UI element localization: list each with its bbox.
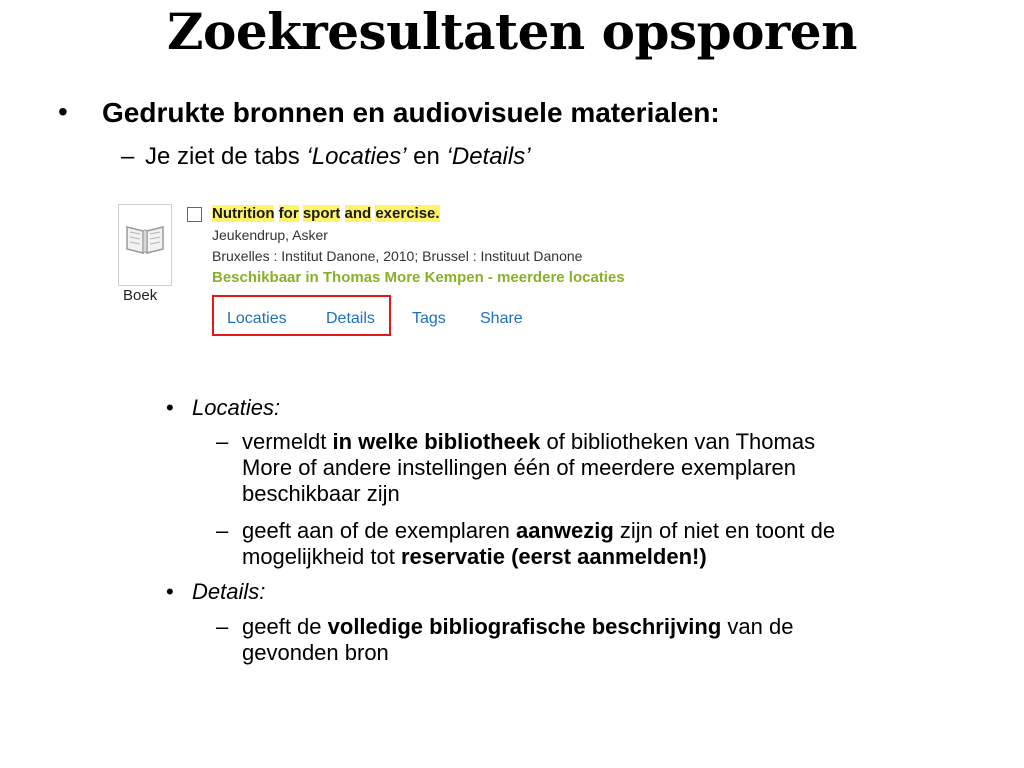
- emphasis-text: volledige bibliografische beschrijving: [327, 614, 722, 639]
- text-segment: geeft de: [242, 614, 328, 639]
- text-segment: vermeldt: [242, 429, 333, 454]
- emphasis-text: reservatie (eerst aanmelden!): [400, 544, 707, 569]
- tab-name-locaties: ‘Locaties’: [306, 143, 407, 170]
- search-result-screenshot: [110, 196, 750, 348]
- dash-marker: –: [121, 143, 135, 170]
- locaties-item-library-text: [242, 429, 982, 507]
- tabs-intro: Je ziet de tabs: [145, 143, 307, 170]
- title-word: sport: [302, 205, 341, 222]
- tab-locaties[interactable]: Locaties: [227, 310, 287, 327]
- tab-details[interactable]: Details: [326, 310, 375, 327]
- text-segment: of bibliotheken van Thomas: [540, 429, 816, 454]
- emphasis-text: aanwezig: [515, 518, 614, 543]
- tab-tags[interactable]: Tags: [412, 310, 446, 327]
- select-record-checkbox[interactable]: [187, 207, 202, 222]
- bullet-marker: •: [166, 579, 174, 604]
- record-author: Jeukendrup, Asker: [212, 227, 328, 243]
- record-title[interactable]: [212, 205, 440, 222]
- open-book-icon: [123, 219, 167, 263]
- dash-marker: –: [216, 614, 229, 639]
- details-heading: Details:: [192, 579, 266, 604]
- bullet-marker: •: [58, 96, 68, 127]
- sub-bullet-tabs-text: [145, 143, 531, 171]
- text-segment: geeft aan of de exemplaren: [242, 518, 516, 543]
- tabs-connector: en: [406, 143, 447, 170]
- title-word: for: [278, 205, 299, 222]
- title-word: exercise.: [375, 205, 440, 222]
- record-availability[interactable]: Beschikbaar in Thomas More Kempen - meerdere locaties: [212, 269, 625, 286]
- title-word: Nutrition: [212, 205, 275, 222]
- locaties-item-availability-text: [242, 518, 982, 570]
- dash-marker: –: [216, 429, 229, 454]
- text-segment: zijn of niet en toont de: [613, 518, 836, 543]
- text-segment: van de: [721, 614, 794, 639]
- tab-name-details: ‘Details’: [446, 143, 531, 170]
- text-segment: gevonden bron: [242, 640, 389, 665]
- emphasis-text: in welke bibliotheek: [332, 429, 541, 454]
- locaties-heading: Locaties:: [192, 395, 281, 420]
- text-segment: beschikbaar zijn: [242, 481, 400, 506]
- details-item-description-text: [242, 614, 982, 666]
- text-segment: More of andere instellingen één of meerdere exemplaren: [242, 455, 796, 480]
- bullet-printed-sources-text: Gedrukte bronnen en audiovisuele materialen:: [102, 97, 720, 128]
- dash-marker: –: [216, 518, 229, 543]
- slide-title: Zoekresultaten opsporen: [167, 2, 857, 61]
- tab-share[interactable]: Share: [480, 310, 523, 327]
- text-segment: mogelijkheid tot: [242, 544, 401, 569]
- record-publication: Bruxelles : Institut Danone, 2010; Brussel : Instituut Danone: [212, 248, 583, 264]
- bullet-marker: •: [166, 395, 174, 420]
- title-word: and: [344, 205, 372, 222]
- book-thumbnail[interactable]: [118, 204, 172, 286]
- material-type-label: Boek: [123, 287, 158, 304]
